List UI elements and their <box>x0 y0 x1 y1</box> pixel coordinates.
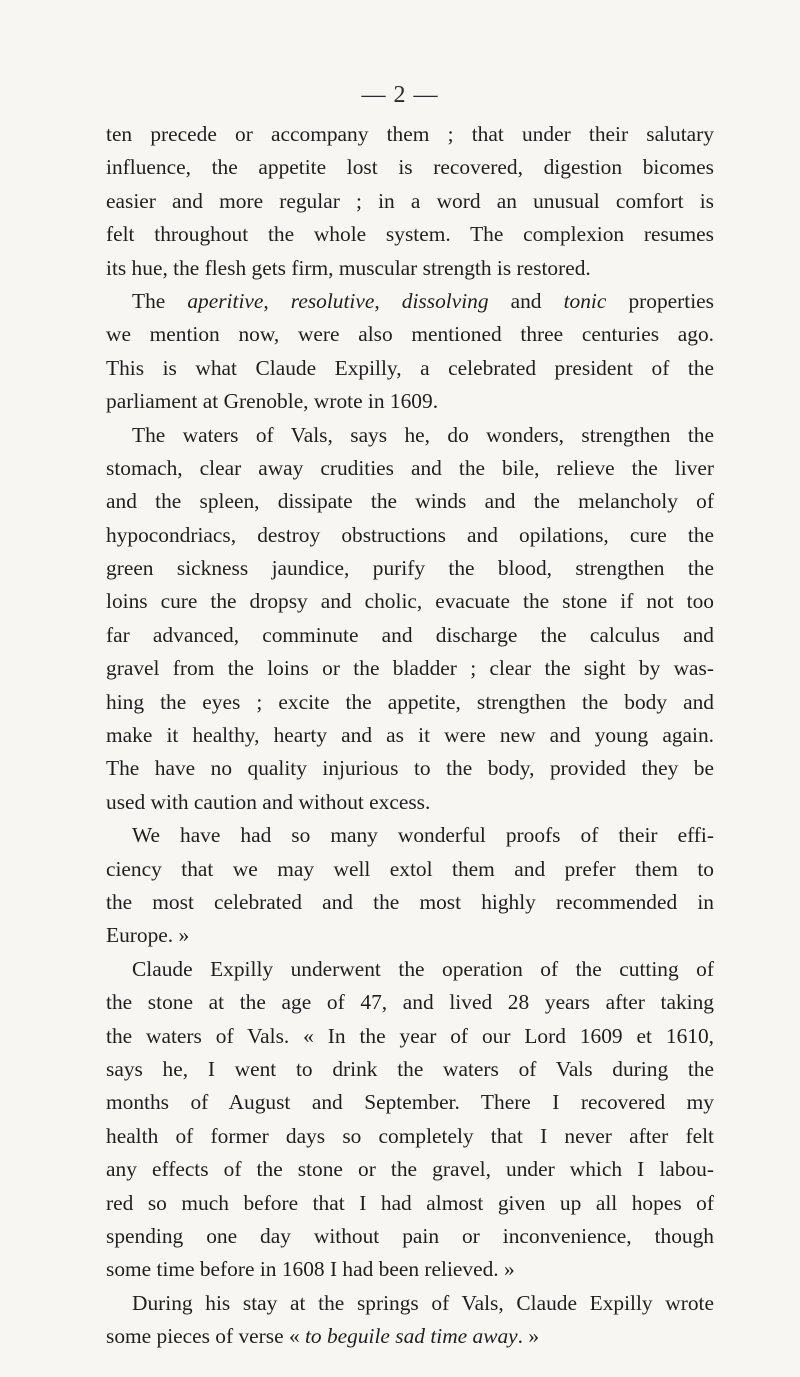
body-text <box>106 118 714 1353</box>
text-line: felt throughout the whole system. The complexion resumes <box>106 222 714 247</box>
italic-text: to beguile sad time away <box>304 1324 518 1349</box>
text-segment: , <box>263 288 291 313</box>
text-line: spending one day without pain or inconvenience, though <box>106 1223 714 1248</box>
text-line: The have no quality injurious to the body, provided they be <box>106 756 714 781</box>
text-segment: The <box>132 288 188 313</box>
text-line: easier and more regular ; in a word an unusual comfort is <box>106 188 714 213</box>
text-line: the waters of Vals. « In the year of our Lord 1609 et 1610, <box>106 1023 714 1048</box>
text-line: used with caution and without excess. <box>106 789 431 814</box>
text-line: months of August and September. There I recovered my <box>106 1090 714 1115</box>
italic-text: tonic <box>563 288 607 313</box>
text-line: influence, the appetite lost is recovered, digestion bicomes <box>106 155 714 180</box>
text-line: This is what Claude Expilly, a celebrated president of the <box>106 355 714 380</box>
text-line: Claude Expilly underwent the operation of the cutting of <box>132 956 714 981</box>
italic-text: aperitive <box>187 288 264 313</box>
text-line: hypocondriacs, destroy obstructions and opilations, cure the <box>106 522 714 547</box>
text-line: the most celebrated and the most highly recommended in <box>106 889 714 914</box>
text-line: we mention now, were also mentioned three centuries ago. <box>106 322 714 347</box>
text-line: Europe. » <box>106 923 190 948</box>
text-line: its hue, the flesh gets firm, muscular strength is restored. <box>106 255 591 280</box>
text-line: any effects of the stone or the gravel, under which I labou- <box>106 1157 714 1182</box>
text-line: the stone at the age of 47, and lived 28 years after taking <box>106 990 714 1015</box>
text-line: some time before in 1608 I had been relieved. » <box>106 1257 515 1282</box>
text-line: green sickness jaundice, purify the blood, strengthen the <box>106 556 714 581</box>
text-segment: properties <box>606 288 714 313</box>
text-line: loins cure the dropsy and cholic, evacuate the stone if not too <box>106 589 714 614</box>
text-line: We have had so many wonderful proofs of their effi- <box>132 823 714 848</box>
text-line: make it healthy, hearty and as it were new and young again. <box>106 723 714 748</box>
text-line: ciency that we may well extol them and prefer them to <box>106 856 714 881</box>
text-line: During his stay at the springs of Vals, Claude Expilly wrote <box>132 1290 714 1315</box>
text-segment: some pieces of verse « <box>106 1324 305 1349</box>
text-line: red so much before that I had almost given up all hopes of <box>106 1190 714 1215</box>
text-line: The waters of Vals, says he, do wonders, strengthen the <box>132 422 714 447</box>
italic-text: dissolving <box>401 288 489 313</box>
text-line: ten precede or accompany them ; that under their salutary <box>106 122 714 146</box>
text-line <box>106 285 714 318</box>
text-line: and the spleen, dissipate the winds and the melancholy of <box>106 489 714 514</box>
text-segment: . » <box>517 1324 540 1349</box>
text-line <box>106 1320 714 1353</box>
text-line: health of former days so completely that I never after felt <box>106 1123 714 1148</box>
text-line: hing the eyes ; excite the appetite, strengthen the body and <box>106 689 714 714</box>
text-line: gravel from the loins or the bladder ; clear the sight by was- <box>106 656 714 681</box>
text-line: says he, I went to drink the waters of Vals during the <box>106 1056 714 1081</box>
text-line: stomach, clear away crudities and the bile, relieve the liver <box>106 455 714 480</box>
text-segment: , <box>374 288 402 313</box>
page-number: — 2 — <box>361 82 439 108</box>
text-line: parliament at Grenoble, wrote in 1609. <box>106 389 439 414</box>
italic-text: resolutive <box>290 288 375 313</box>
text-line: far advanced, comminute and discharge the calculus and <box>106 622 714 647</box>
text-segment: and <box>488 288 564 313</box>
